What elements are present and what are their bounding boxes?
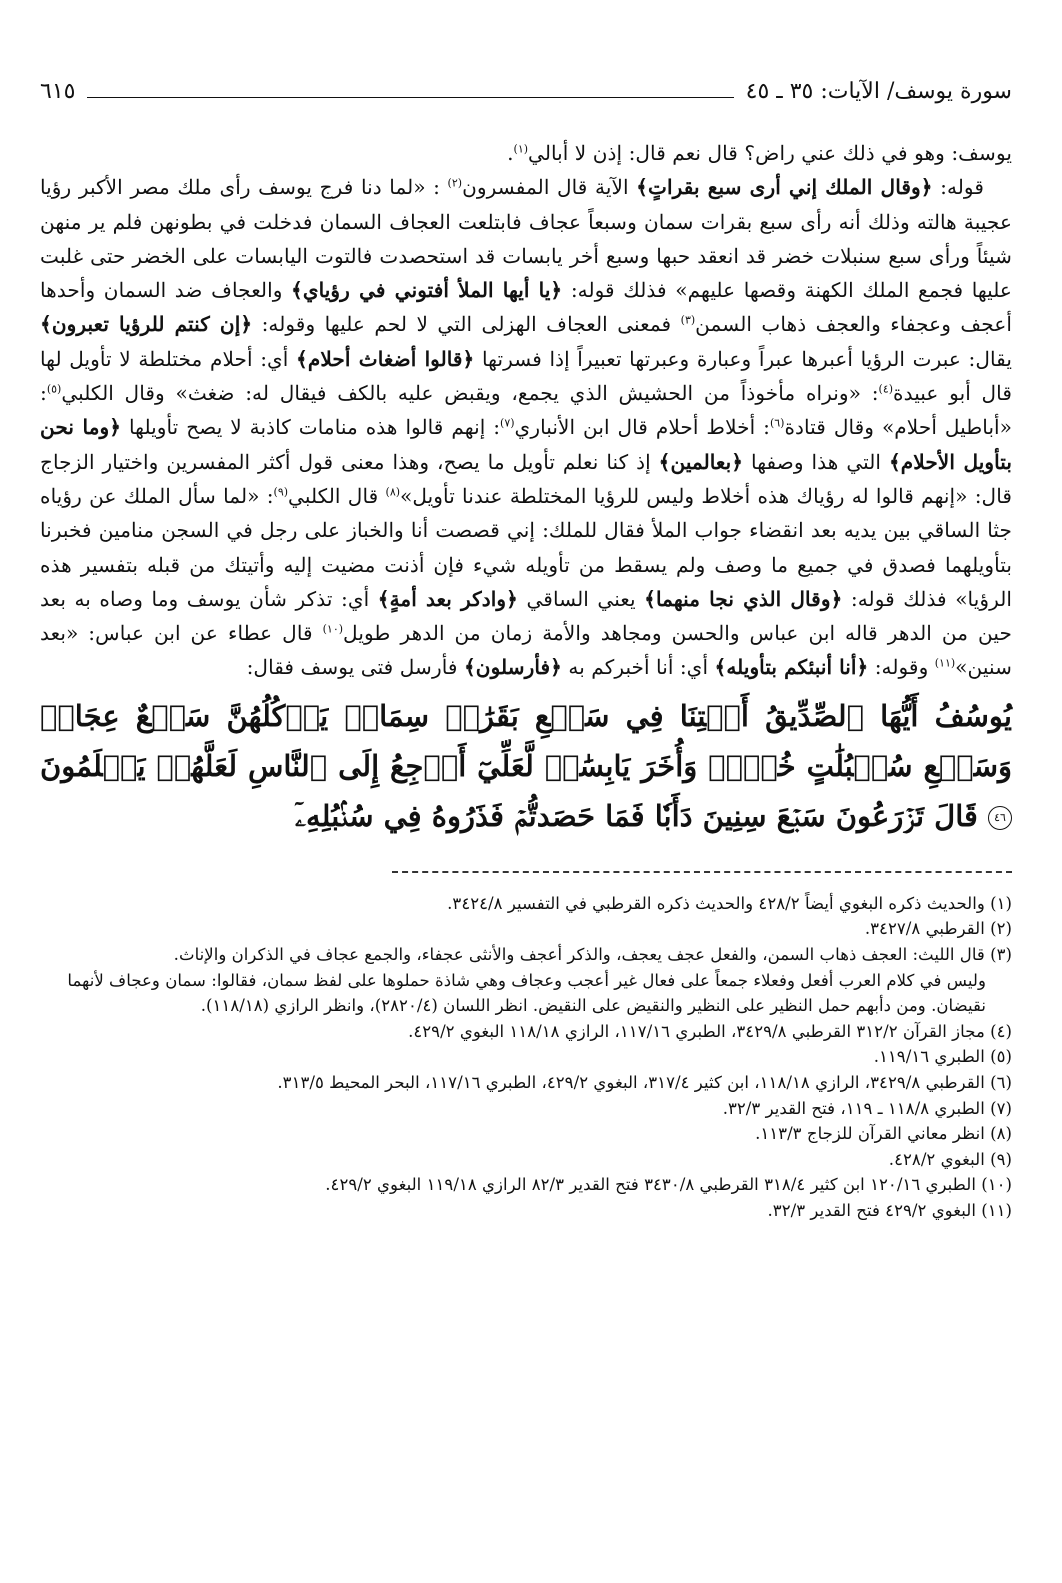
paragraph-text: يوسف: وهو في ذلك عني راض؟ قال نعم قال: إذن لا أبالي — [528, 141, 1012, 165]
footnote-9: (٩) البغوي ٤٢٨/٢. — [888, 1149, 1012, 1169]
quran-quote: ﴿فأرسلون﴾ — [463, 655, 562, 680]
paragraph-2 — [40, 170, 1012, 684]
text-run: : إنهم قالوا هذه منامات كاذبة لا يصح تأويلها — [121, 415, 501, 440]
text-run: إذ كنا نعلم تأويل ما يصح، وهذا معنى قول أكثر المفسرين واختيار الزجاج قال: «إنهم قالوا له رؤياك هذه أخلاط وليس للرؤيا المختلطة عندنا تأويل» — [40, 449, 1013, 508]
footnotes — [40, 891, 1012, 1224]
page-number: ٦١٥ — [40, 79, 76, 104]
footnote-4: (٤) مجاز القرآن ٣١٢/٢ القرطبي ٣٤٢٩/٨، الطبري ١١٧/١٦، الرازي ١١٨/١٨ البغوي ٤٢٩/٢. — [408, 1021, 1012, 1041]
footnote-ref: (٤) — [878, 382, 894, 396]
quran-quote: ﴿وقال الملك إني أرى سبع بقراتٍ﴾ — [636, 175, 933, 200]
text-run: أي: أنا أخبركم به — [562, 655, 715, 680]
footnote-ref: (٥) — [46, 382, 62, 396]
quran-verse-block — [40, 691, 1012, 841]
footnote-ref: (١٠) — [322, 622, 344, 636]
quran-quote: ﴿بعالمين﴾ — [658, 449, 744, 474]
text-run: وقوله: — [868, 655, 935, 680]
footnote-6: (٦) القرطبي ٣٤٢٩/٨، الرازي ١١٨/١٨، ابن كثير ٣١٧/٤، البغوي ٤٢٩/٢، الطبري ١١٧/١٦، البحر المحيط ٣١٣/٥. — [277, 1072, 1012, 1092]
text-run: : «لما سأل الملك عن رؤياه جثا الساقي بين يديه بعد انقضاء جواب الملأ فقال للملك: إني قصصت أنا والخباز على رجل في السجن منامين فخبرنا بتأويلهما فصدق في جميع ما وصف ولم يسقط من تأويله شيء فإن أذنت مضيت إليه وأتيتك من قبله بتفسير هذه الرؤيا» فذلك قوله: — [40, 483, 1012, 611]
footnote-ref: (٨) — [385, 485, 401, 499]
text-run: يقال: عبرت الرؤيا أعبرها عبراً وعبارة وعبرتها تعبيراً إذا فسرتها — [474, 346, 1012, 371]
quran-quote: ﴿وادكر بعد أمةٍ﴾ — [377, 586, 518, 611]
footnote-ref: (١١) — [934, 656, 956, 670]
text-run: : «أباطيل أحلام» وقال قتادة — [40, 381, 1013, 440]
footnote-ref: (٦) — [769, 416, 785, 430]
text-run: قال الكلبي — [288, 483, 386, 508]
text-run: التي هذا وصفها — [743, 449, 889, 474]
ayah-number-marker: ٤٦ — [988, 806, 1012, 830]
quran-quote: ﴿قالوا أضغاث أحلام﴾ — [296, 346, 475, 371]
text-run: : أخلاط أحلام قال ابن الأنباري — [514, 415, 770, 440]
footnote-1: (١) والحديث ذكره البغوي أيضاً ٤٢٨/٢ والحديث ذكره القرطبي في التفسير ٣٤٢٤/٨. — [447, 893, 1012, 913]
footnote-2: (٢) القرطبي ٣٤٢٧/٨. — [864, 919, 1012, 939]
quran-quote: ﴿أنا أنبئكم بتأويله﴾ — [714, 655, 869, 680]
quran-quote: ﴿إن كنتم للرؤيا تعبرون﴾ — [40, 312, 253, 337]
text-run: والعجاف ضد السمان وأحدها أعجف وعجفاء والعجف ذهاب السمن — [40, 278, 1012, 337]
text-run: يعني الساقي — [517, 586, 645, 611]
surah-title: سورة يوسف/ الآيات: ٣٥ ـ ٤٥ — [745, 79, 1012, 104]
text-run: أي: أحلام مختلطة لا تأويل لها قال أبو عبيدة — [40, 346, 1012, 406]
paragraph-1: يوسف: وهو في ذلك عني راض؟ قال نعم قال: إذن لا أبالي$^{(١)}$. — [507, 141, 1012, 165]
footnote-11: (١١) البغوي ٤٢٩/٢ فتح القدير ٣٢/٣. — [767, 1200, 1012, 1220]
footnote-separator — [392, 871, 1012, 873]
text-run: فأرسل فتى يوسف فقال: — [246, 655, 464, 680]
running-header — [40, 70, 1012, 104]
text-run: : «لما دنا فرج يوسف رأى ملك مصر الأكبر رؤيا عجيبة هالته وذلك أنه رأى سبع بقرات سمان وسبعاً عجاف فابتلعت العجاف السمان فدخلت في بطونهن فلم ير منهن شيئاً ورأى سبع سنبلات خضر قد انعقد حبها وسبع أخر يابسات قد استحصدت فالتوت اليابسات على الخضر حتى غلبت عليها فجمع الملك الكهنة وقصها عليهم» فذلك قوله: — [40, 175, 1012, 303]
text-run: : «ونراه مأخوذاً من الحشيش الذي يجمع، ويقبض عليه بالكف فيقال له: ضغث» وقال الكلبي — [61, 381, 879, 406]
footnote-5: (٥) الطبري ١١٩/١٦. — [873, 1047, 1012, 1067]
footnote-3: (٣) قال الليث: العجف ذهاب السمن، والفعل عجف يعجف، والذكر أعجف والأنثى عجفاء، والجمع عجاف في الذكران والإناث. — [173, 944, 1012, 964]
footnote-8: (٨) انظر معاني القرآن للزجاج ١١٣/٣. — [755, 1124, 1012, 1144]
main-text — [40, 136, 1012, 685]
quran-quote: ﴿وما نحن بتأويل الأحلام﴾ — [40, 415, 1012, 474]
footnote-ref: (٢) — [447, 176, 463, 190]
footnote-ref: (٣) — [680, 313, 696, 327]
text-run: قوله: — [932, 175, 984, 200]
footnote-3-continuation: وليس في كلام العرب أفعل وفعلاء جمعاً على فعال غير أعجب وعجاف وهي شاذة حملوها على لفظ سمان، فقالوا: سمان وعجاف لأنهما نقيضان. ومن دأبهم حمل النظير على النظير والنقيض على النقيض. انظر اللسان (٢٨٢٠/٤)، وانظر الرازي (١١٨/١٨). — [67, 970, 986, 1016]
footnote-ref: (١) — [513, 142, 529, 156]
text-run: أي: تذكر شأن يوسف وما وصاه به بعد حين من الدهر قاله ابن عباس والحسن ومجاهد والأمة زمان من الدهر طويل — [40, 586, 1012, 646]
quran-quote: ﴿وقال الذي نجا منهما﴾ — [644, 586, 843, 611]
quran-verse-47: قَالَ تَزۡرَعُونَ سَبۡعَ سِنِينَ دَأَبٗا فَمَا حَصَدتُّمۡ فَذَرُوهُ فِي سُنۢبُلِهِۦٓ — [295, 798, 978, 833]
text-run: الآية قال المفسرون — [462, 175, 637, 200]
quran-quote: ﴿يا أيها الملأ أفتوني في رؤياي﴾ — [291, 278, 563, 303]
footnote-7: (٧) الطبري ١١٨/٨ ـ ١١٩، فتح القدير ٣٢/٣. — [722, 1098, 1012, 1118]
footnote-10: (١٠) الطبري ١٢٠/١٦ ابن كثير ٣١٨/٤ القرطبي ٣٤٣٠/٨ فتح القدير ٨٢/٣ الرازي ١١٩/١٨ البغوي ٤٢٩/٢. — [325, 1175, 1012, 1195]
text-run: فمعنى العجاف الهزلى التي لا لحم عليها وقوله: — [252, 312, 681, 337]
footnote-ref: (٩) — [273, 485, 289, 499]
text-run: قال عطاء عن ابن عباس: «بعد سنين» — [40, 621, 1012, 680]
quran-verse-46: يُوسُفُ أَيُّهَا ٱلصِّدِّيقُ أَفۡتِنَا فِي سَبۡعِ بَقَرَٰتٖ سِمَانٖ يَأۡكُلُهُنَّ سَبۡعٌ عِجَافٞ وَسَبۡعِ سُنۢبُلَٰتٍ خُضۡرٖ وَأُخَرَ يَابِسَٰتٖ لَّعَلِّيٓ أَرۡجِعُ إِلَى ٱلنَّاسِ لَعَلَّهُمۡ يَعۡلَمُونَ — [40, 698, 1012, 783]
footnote-ref: (٧) — [500, 416, 515, 430]
header-rule — [87, 97, 733, 98]
